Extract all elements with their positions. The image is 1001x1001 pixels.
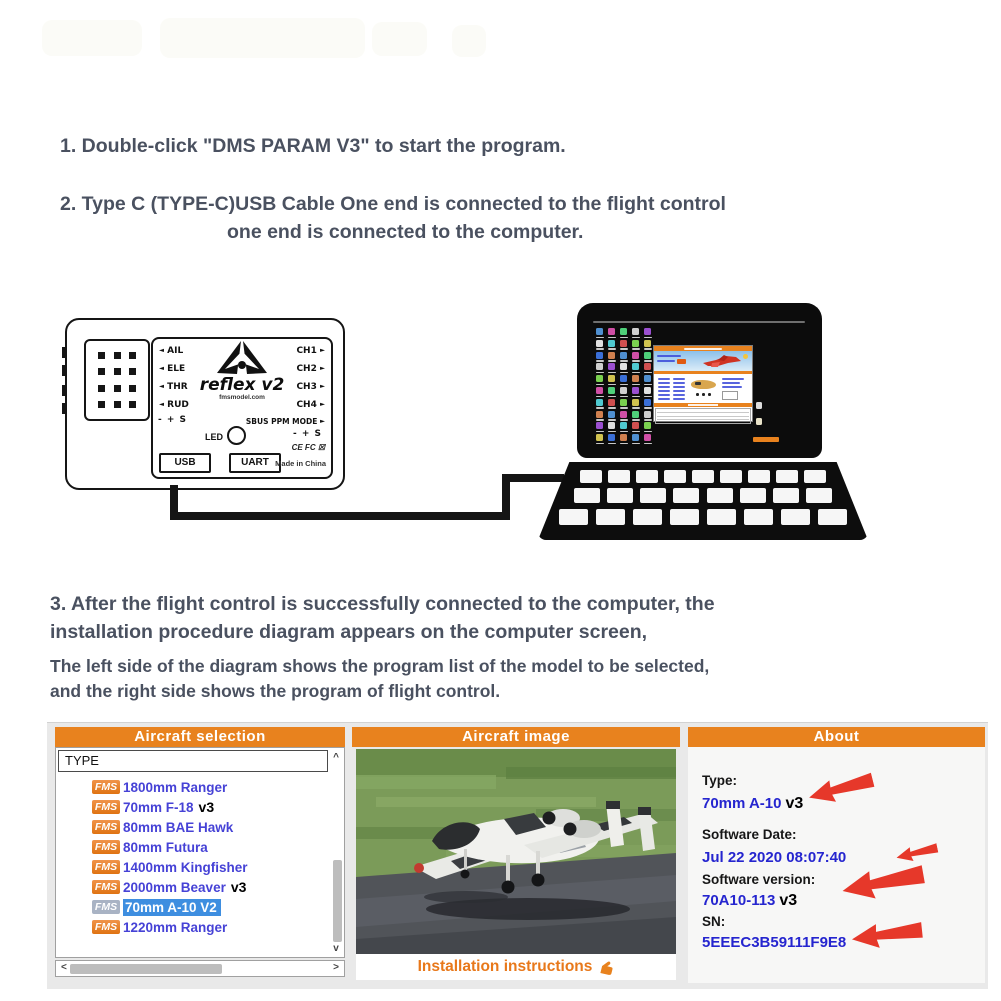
fms-badge: FMS [92, 920, 120, 934]
connector-tab [62, 365, 67, 376]
desktop-icon [632, 434, 639, 441]
note-line2: and the right side shows the program of flight control. [50, 681, 501, 702]
fms-badge: FMS [92, 900, 120, 914]
desktop-icon [620, 434, 627, 441]
fms-badge: FMS [92, 800, 120, 814]
connector-tab [62, 385, 67, 396]
about-field-value: 70A10-113 v3 [702, 892, 798, 909]
aircraft-list-item[interactable] [56, 777, 330, 797]
about-field-label: SN: [702, 914, 726, 929]
desktop-icon [620, 411, 627, 418]
connector-tab [62, 403, 67, 414]
reflex-logo-icon [211, 341, 273, 375]
desktop-icon [632, 375, 639, 382]
pin-header-block [84, 339, 150, 421]
software-ui-section [47, 722, 988, 989]
scroll-up-arrow[interactable]: ^ [333, 752, 339, 763]
step-3-line2: installation procedure diagram appears on the computer screen, [50, 621, 648, 644]
aircraft-image-header: Aircraft image [352, 727, 680, 747]
desktop-icon [596, 328, 603, 335]
desktop-icon [644, 352, 651, 359]
led-indicator [227, 426, 246, 445]
channel-label-ch1: CH1 ► [296, 346, 325, 356]
desktop-icon [596, 387, 603, 394]
watermark-blob [452, 25, 486, 57]
sbus-mode-label: SBUS PPM MODE ► [245, 417, 325, 426]
desktop-icon [620, 340, 627, 347]
keyboard-key [720, 470, 742, 483]
version-suffix: v3 [779, 892, 798, 909]
version-suffix: v3 [198, 799, 215, 815]
fms-badge: FMS [92, 840, 120, 854]
desktop-icon [620, 422, 627, 429]
desktop-icon [608, 340, 615, 347]
left-pin-label: - + S [158, 415, 188, 425]
vertical-scrollbar-thumb[interactable] [333, 860, 342, 942]
keyboard-key [596, 509, 625, 525]
desktop-icon [644, 375, 651, 382]
aircraft-selection-header: Aircraft selection [55, 727, 345, 747]
aircraft-selection-panel [55, 747, 345, 958]
aircraft-list-item[interactable] [56, 857, 330, 877]
desktop-icon [756, 418, 762, 425]
watermark-blob [372, 22, 427, 56]
mini-window-table [655, 408, 751, 424]
about-panel [688, 747, 985, 983]
red-arrow [806, 769, 876, 808]
desktop-icon [596, 411, 603, 418]
connector-tab [62, 347, 67, 358]
mini-window-content [654, 374, 752, 403]
desktop-icon [596, 363, 603, 370]
note-line1: The left side of the diagram shows the program list of the model to be selected, [50, 656, 710, 676]
input-label-thr: ◄ THR [159, 382, 188, 392]
device-brand: reflex v2 [199, 375, 285, 395]
about-field-value: 70mm A-10 v3 [702, 795, 804, 812]
keyboard-key [559, 509, 588, 525]
desktop-icon [620, 399, 627, 406]
fms-badge: FMS [92, 880, 120, 894]
keyboard-key [776, 470, 798, 483]
made-in-label: Made in China [275, 459, 326, 468]
taskbar-item [753, 437, 779, 442]
installation-instructions-link[interactable] [356, 954, 676, 980]
pointing-hand-icon [597, 957, 616, 976]
device-label-panel [151, 337, 333, 479]
aircraft-list-item[interactable] [56, 817, 330, 837]
usb-cable [502, 474, 564, 482]
keyboard-key [818, 509, 847, 525]
flight-controller-illustration [65, 318, 345, 490]
keyboard-key [748, 470, 770, 483]
keyboard-key [670, 509, 699, 525]
aircraft-name: 70mm F-18 [123, 799, 194, 815]
red-arrow [834, 861, 931, 905]
keyboard-key [574, 488, 600, 503]
usb-cable [170, 512, 510, 520]
aircraft-name: 2000mm Beaver [123, 879, 226, 895]
desktop-icon [608, 411, 615, 418]
about-header: About [688, 727, 985, 747]
desktop-icon [632, 328, 639, 335]
desktop-icon [632, 387, 639, 394]
desktop-icon [632, 363, 639, 370]
scroll-left-arrow[interactable]: < [61, 962, 67, 973]
fms-badge: FMS [92, 860, 120, 874]
horizontal-scrollbar [55, 960, 345, 977]
desktop-icon [620, 328, 627, 335]
keyboard-key [707, 509, 736, 525]
keyboard-key [580, 470, 602, 483]
mini-window-divider [654, 403, 752, 407]
step-2-text [60, 190, 726, 247]
input-label-ail: ◄ AIL [159, 346, 184, 356]
led-label: LED [205, 432, 223, 442]
desktop-icon [632, 411, 639, 418]
version-suffix: v3 [230, 879, 247, 895]
channel-label-ch4: CH4 ► [296, 400, 325, 410]
laptop-bezel-line [593, 321, 805, 323]
desktop-icon [596, 399, 603, 406]
desktop-icon [608, 434, 615, 441]
red-arrow [842, 918, 932, 951]
keyboard-key [781, 509, 810, 525]
aircraft-name: 1400mm Kingfisher [123, 859, 248, 875]
desktop-icon [596, 375, 603, 382]
keyboard-key [740, 488, 766, 503]
desktop-icon [608, 363, 615, 370]
desktop-icon [608, 328, 615, 335]
about-field-value: Jul 22 2020 08:07:40 [702, 849, 847, 866]
aircraft-list-item[interactable] [56, 837, 330, 857]
desktop-icon [644, 434, 651, 441]
mode-pin-label: - + S [292, 429, 322, 439]
desktop-icon [644, 363, 651, 370]
desktop-icon [620, 352, 627, 359]
about-field-label: Type: [702, 773, 738, 788]
keyboard-key [692, 470, 714, 483]
keyboard-key [804, 470, 826, 483]
desktop-icon [608, 422, 615, 429]
step-2-line2: one end is connected to the computer. [227, 221, 584, 244]
desktop-icon [632, 422, 639, 429]
desktop-icon [632, 399, 639, 406]
desktop-icon [644, 411, 651, 418]
keyboard-key [633, 509, 662, 525]
dms-program-window [653, 345, 753, 422]
input-label-rud: ◄ RUD [159, 400, 189, 410]
desktop-icon [620, 363, 627, 370]
watermark-blob [160, 18, 365, 58]
uart-port-label: UART [229, 453, 281, 473]
device-brand-url: fmsmodel.com [219, 394, 265, 401]
red-arrow [895, 841, 939, 865]
aircraft-list-item[interactable] [56, 917, 330, 937]
aircraft-name: 1220mm Ranger [123, 919, 228, 935]
about-field-label: Software version: [702, 872, 816, 887]
desktop-icon [596, 422, 603, 429]
keyboard-key [608, 470, 630, 483]
keyboard-key [673, 488, 699, 503]
keyboard-key [636, 470, 658, 483]
desktop-icon [608, 375, 615, 382]
desktop-icon [608, 352, 615, 359]
aircraft-list-item[interactable] [56, 877, 330, 897]
desktop-icon [644, 387, 651, 394]
desktop-icon [608, 387, 615, 394]
laptop-screen [577, 303, 822, 458]
aircraft-name: 80mm Futura [123, 839, 208, 855]
about-field-value: 5EEEC3B59111F9E8 [702, 934, 847, 951]
laptop-keyboard [538, 462, 868, 540]
desktop-icon [620, 375, 627, 382]
keyboard-key [640, 488, 666, 503]
about-field-label: Software Date: [702, 827, 797, 842]
certification-marks: CE FC ☒ [291, 443, 325, 452]
desktop-icon [620, 387, 627, 394]
step-2-line1: 2. Type C (TYPE-C)USB Cable One end is connected to the flight control [60, 193, 726, 215]
desktop-icon [644, 340, 651, 347]
keyboard-key [744, 509, 773, 525]
aircraft-list [56, 777, 330, 937]
keyboard-key [607, 488, 633, 503]
desktop-icon [596, 434, 603, 441]
banner-sun-icon [743, 354, 748, 359]
aircraft-list-item[interactable] [56, 797, 330, 817]
desktop-icon [632, 352, 639, 359]
scroll-down-arrow[interactable]: v [333, 943, 339, 954]
desktop-icon [644, 328, 651, 335]
version-suffix: v3 [785, 795, 804, 812]
usb-port-label: USB [159, 453, 211, 473]
fms-badge: FMS [92, 780, 120, 794]
desktop-icon [644, 399, 651, 406]
type-column-header[interactable]: TYPE [58, 750, 328, 772]
channel-label-ch2: CH2 ► [296, 364, 325, 374]
keyboard-key [707, 488, 733, 503]
aircraft-name: 80mm BAE Hawk [123, 819, 234, 835]
note-text [50, 654, 840, 705]
mini-window-banner [654, 351, 752, 371]
step-3-line1: 3. After the flight control is successfully connected to the computer, the [50, 593, 715, 615]
desktop-icon [756, 402, 762, 409]
keyboard-key [806, 488, 832, 503]
desktop-icon [608, 399, 615, 406]
keyboard-key [773, 488, 799, 503]
step-3-text [50, 590, 840, 647]
fms-badge: FMS [92, 820, 120, 834]
aircraft-name: 1800mm Ranger [123, 779, 228, 795]
channel-label-ch3: CH3 ► [296, 382, 325, 392]
desktop-icon [596, 340, 603, 347]
step-1-text: 1. Double-click "DMS PARAM V3" to start the program. [60, 135, 566, 157]
input-label-ele: ◄ ELE [159, 364, 186, 374]
aircraft-list-item[interactable] [56, 897, 330, 917]
banner-plane-icon [702, 354, 742, 369]
aircraft-name: 70mm A-10 V2 [123, 899, 221, 916]
keyboard-key [664, 470, 686, 483]
installation-instructions-text: Installation instructions [417, 958, 593, 975]
aircraft-photo [356, 749, 676, 954]
desktop-icon [632, 340, 639, 347]
horizontal-scrollbar-thumb[interactable] [70, 964, 222, 974]
desktop-icon [596, 352, 603, 359]
scroll-right-arrow[interactable]: > [333, 962, 339, 973]
desktop-icon [644, 422, 651, 429]
watermark-blob [42, 20, 142, 56]
